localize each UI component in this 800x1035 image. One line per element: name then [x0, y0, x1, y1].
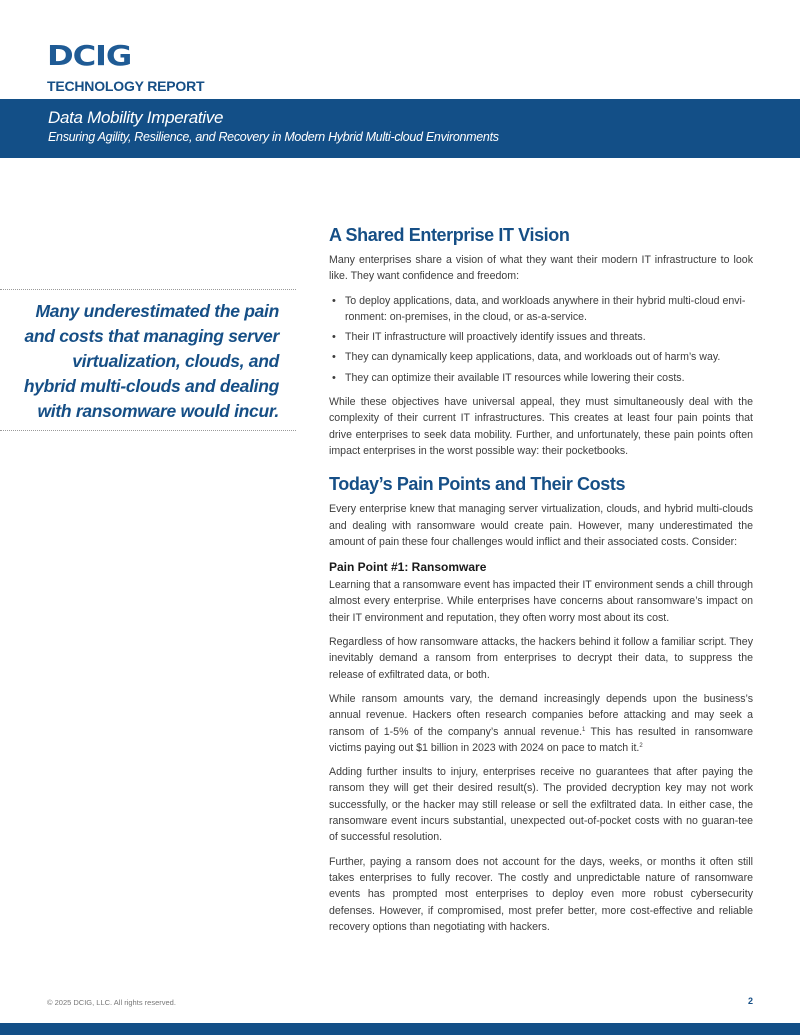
pull-quote-top-rule: [0, 289, 296, 290]
pull-quote-bottom-rule: [0, 430, 296, 431]
section-heading-vision: A Shared Enterprise IT Vision: [329, 225, 570, 245]
main-column: [329, 224, 753, 943]
list-item-text: To deploy applications, data, and workloads anywhere in their hybrid multi-cloud envi-ronment: on-premises, in the cloud, or as-a-service.: [345, 294, 746, 323]
page-number: 2: [748, 996, 754, 1006]
report-title: Data Mobility Imperative: [48, 108, 224, 127]
vision-intro: Many enterprises share a vision of what they want their modern IT infrastructure to look like. They want confidence and freedom:: [329, 254, 753, 283]
bullet-icon: •: [332, 294, 336, 307]
pain-points-intro: Every enterprise knew that managing server virtualization, clouds, and hybrid multi-clouds and dealing with ransomware would create pain. However, many underestimated the amount of pain these four challenges would inflict and their associated costs. Consider:: [329, 503, 753, 548]
subheading-ransomware: Pain Point #1: Ransomware: [329, 560, 487, 575]
vision-closing: While these objectives have universal appeal, they must simultaneously deal with the complexity of their current IT infrastructures. This creates at least four pain points that drive enterprises to seek data mobility. Further, and unfortunately, these pain points often impact enterprises in the worst possible way: their pocketbooks.: [329, 396, 753, 457]
paragraph-text: This has resulted in ransomware victims paying out $1 billion in 2023 with 2024 on pace to match it.: [329, 725, 753, 754]
footnote-ref-1[interactable]: 1: [582, 726, 586, 733]
bottom-bar: [0, 1023, 800, 1035]
footnote-ref-2[interactable]: 2: [639, 742, 643, 749]
pull-quote: Many underestimated the pain and costs that managing server virtualization, clouds, and hybrid multi-clouds and dealing with ransomware would incur.: [23, 301, 279, 421]
dcig-logo: DCIG: [47, 39, 132, 72]
ransomware-paragraph-2: Regardless of how ransomware attacks, the hackers behind it follow a familiar script. They inevitably demand a ransom from enterprises to decrypt their data, to suppress the release of exfiltrated data, or both.: [329, 636, 753, 681]
list-item: [329, 293, 753, 326]
list-item: [329, 349, 753, 365]
section-heading-pain-points: Today’s Pain Points and Their Costs: [329, 474, 626, 495]
paragraph-text: While ransom amounts vary, the demand increasingly depends upon the business’s annual revenue. Hackers often research companies before attacking and may seek a ransom of 1-5% of the company’s annual revenue.: [329, 692, 753, 738]
bullet-icon: •: [332, 371, 336, 384]
title-banner: [0, 99, 800, 158]
report-subtitle: Ensuring Agility, Resilience, and Recovery in Modern Hybrid Multi-cloud Environments: [48, 130, 499, 144]
report-type-label: TECHNOLOGY REPORT: [47, 78, 205, 94]
list-item-text: They can optimize their available IT resources while lowering their costs.: [345, 371, 685, 384]
bullet-icon: •: [332, 331, 336, 344]
list-item-text: Their IT infrastructure will proactively identify issues and threats.: [345, 331, 646, 344]
copyright-notice: © 2025 DCIG, LLC. All rights reserved.: [47, 998, 176, 1007]
ransomware-paragraph-5: Further, paying a ransom does not account for the days, weeks, or months it often still takes enterprises to fully recover. The costly and unpredictable nature of ransomware events has prompted most enterprises to deploy even more robust cybersecurity defenses. However, if compromised, most prefer better, more cost-effective and reliable recovery options than negotiating with hackers.: [329, 855, 753, 933]
ransomware-paragraph-3: [329, 691, 753, 756]
list-item: [329, 370, 753, 386]
list-item: [329, 329, 753, 345]
ransomware-paragraph-1: Learning that a ransomware event has impacted their IT environment sends a chill through almost every enterprise. While enterprises have concerns about ransomware’s impact on their IT environment and reputation, they often worry most about its cost.: [329, 579, 753, 624]
vision-bullet-list: [329, 293, 753, 386]
bullet-icon: •: [332, 351, 336, 364]
ransomware-paragraph-4: Adding further insults to injury, enterprises receive no guarantees that after paying the ransom they will get their desired result(s). The provided decryption key may not work successfully, or the hacker may still release or sell the exfiltrated data. In either case, the ransomware event incurs substantial, unexpected out-of-pocket costs with no guaran-tee of successful resolution.: [329, 766, 753, 844]
list-item-text: They can dynamically keep applications, data, and workloads out of harm’s way.: [345, 351, 721, 364]
